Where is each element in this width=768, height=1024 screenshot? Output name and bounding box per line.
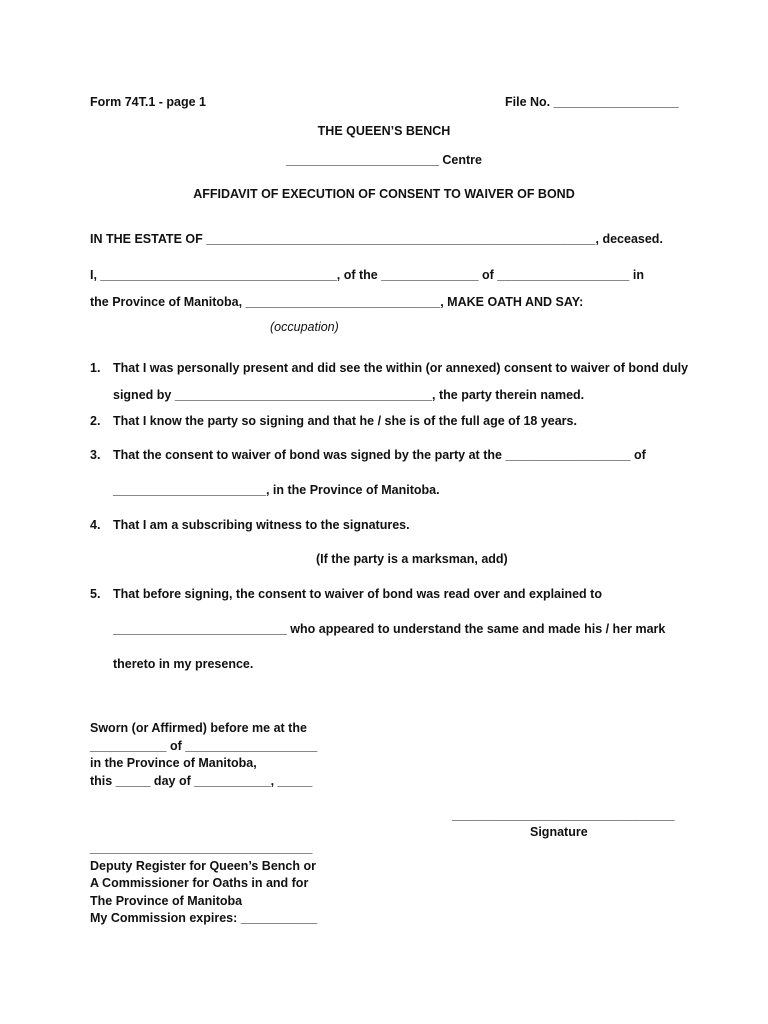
item-5-line-2: _________________________ who appeared to understand the same and made his / her mark: [113, 622, 666, 636]
item-1-line-2: signed by _____________________________________, the party therein named.: [113, 388, 585, 402]
item-5-line-3: thereto in my presence.: [113, 657, 254, 671]
estate-line: IN THE ESTATE OF ________________________________________________________, deceased.: [90, 232, 663, 246]
marksman-note: (If the party is a marksman, add): [316, 552, 508, 566]
commissioner-line-4: My Commission expires: ___________: [90, 911, 318, 925]
signature-label: Signature: [530, 825, 588, 839]
item-1-line-1: That I was personally present and did see the within (or annexed) consent to waiver of bond duly: [113, 361, 689, 375]
court-name: THE QUEEN’S BENCH: [317, 124, 451, 138]
item-4-number: 4.: [90, 518, 101, 532]
document-title: AFFIDAVIT OF EXECUTION OF CONSENT TO WAIVER OF BOND: [193, 187, 575, 201]
form-label: Form 74T.1 - page 1: [90, 95, 207, 109]
item-3-line-2: ______________________, in the Province of Manitoba.: [113, 483, 440, 497]
commissioner-line-1: Deputy Register for Queen’s Bench or: [90, 858, 316, 873]
sworn-block: [90, 720, 317, 790]
commissioner-signature-line: ________________________________: [90, 841, 313, 855]
commissioner-line-2: A Commissioner for Oaths in and for: [90, 876, 309, 890]
occupation-label: (occupation): [270, 320, 339, 334]
deponent-line-2: the Province of Manitoba, ____________________________, MAKE OATH AND SAY:: [90, 295, 584, 309]
commissioner-line-3: The Province of Manitoba: [90, 893, 243, 908]
file-number-field: File No. __________________: [505, 95, 679, 109]
item-2-number: 2.: [90, 414, 101, 428]
item-3-line-1: That the consent to waiver of bond was signed by the party at the __________________ of: [113, 448, 646, 462]
sworn-line-1: Sworn (or Affirmed) before me at the: [90, 721, 307, 735]
sworn-line-2: ___________ of ___________________: [90, 738, 318, 753]
item-5-number: 5.: [90, 587, 101, 601]
deponent-line-1: I, __________________________________, of the ______________ of ___________________ in: [90, 268, 644, 282]
commissioner-block: [90, 840, 317, 928]
item-1-number: 1.: [90, 361, 101, 375]
sworn-line-4: this _____ day of ___________, _____: [90, 773, 313, 788]
signature-line: ________________________________: [452, 808, 675, 822]
item-4-line-1: That I am a subscribing witness to the signatures.: [113, 518, 410, 532]
centre-line: ______________________ Centre: [285, 153, 482, 167]
item-5-line-1: That before signing, the consent to waiver of bond was read over and explained to: [113, 587, 602, 601]
sworn-line-3: in the Province of Manitoba,: [90, 756, 257, 770]
item-3-number: 3.: [90, 448, 101, 462]
item-2-line-1: That I know the party so signing and that he / she is of the full age of 18 years.: [113, 414, 577, 428]
